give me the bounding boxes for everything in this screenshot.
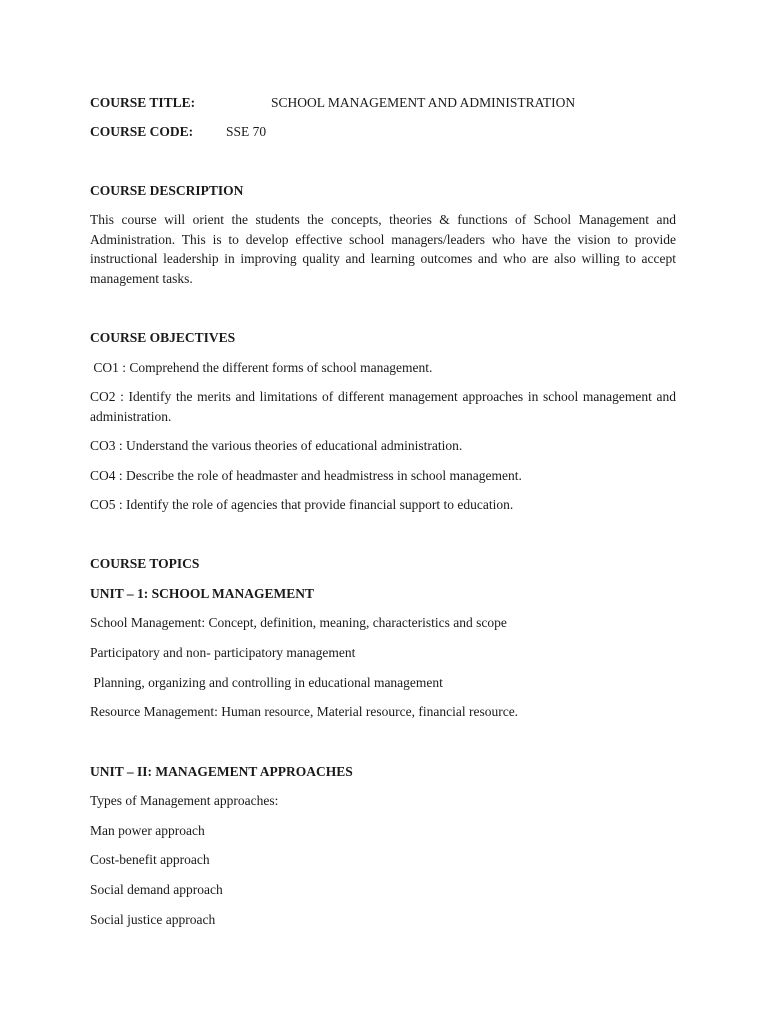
unit2-item-3: Cost-benefit approach — [90, 852, 210, 867]
course-code-value: SSE 70 — [226, 124, 267, 139]
unit2-heading: UNIT – II: MANAGEMENT APPROACHES — [90, 764, 353, 779]
unit1-item-1: School Management: Concept, definition, meaning, characteristics and scope — [90, 615, 507, 630]
objectives-heading: COURSE OBJECTIVES — [90, 330, 236, 345]
unit2-item-5: Social justice approach — [90, 912, 216, 927]
course-title-row — [90, 93, 576, 112]
unit1-item-2: Participatory and non- participatory management — [90, 645, 356, 660]
unit1-item-3: Planning, organizing and controlling in educational management — [90, 675, 443, 690]
unit2-item-4: Social demand approach — [90, 882, 223, 897]
course-code-row — [90, 122, 267, 141]
description-heading: COURSE DESCRIPTION — [90, 183, 244, 198]
unit1-heading: UNIT – 1: SCHOOL MANAGEMENT — [90, 586, 315, 601]
course-title-value: SCHOOL MANAGEMENT AND ADMINISTRATION — [271, 95, 576, 110]
objective-item-3: CO3 : Understand the various theories of educational administration. — [90, 438, 463, 453]
unit1-item-4: Resource Management: Human resource, Material resource, financial resource. — [90, 704, 519, 719]
unit2-item-2: Man power approach — [90, 823, 205, 838]
objective-item-4: CO4 : Describe the role of headmaster and headmistress in school management. — [90, 468, 522, 483]
course-title-label: COURSE TITLE: — [90, 95, 196, 110]
objective-item-2: CO2 : Identify the merits and limitations of different management approaches in school management and administration. — [90, 389, 676, 424]
objective-item-5: CO5 : Identify the role of agencies that provide financial support to education. — [90, 497, 514, 512]
description-text: This course will orient the students the concepts, theories & functions of School Management and Administration. This is to develop effective school managers/leaders who have the vision to provide instructional leadership in improving quality and learning outcomes and who are also willing to accept management tasks. — [90, 212, 676, 286]
topics-heading: COURSE TOPICS — [90, 556, 200, 571]
unit2-item-1: Types of Management approaches: — [90, 793, 279, 808]
course-code-label: COURSE CODE: — [90, 124, 194, 139]
objective-item-1: CO1 : Comprehend the different forms of school management. — [90, 360, 433, 375]
